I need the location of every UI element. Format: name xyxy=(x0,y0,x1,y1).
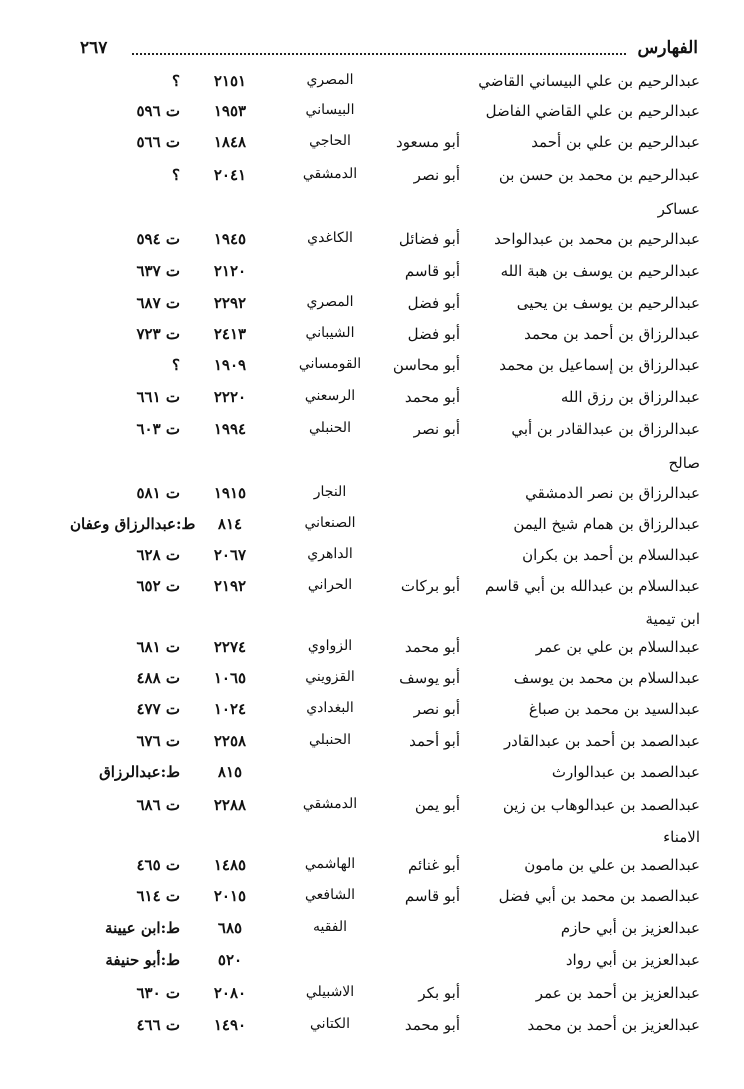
entry-number: ٢٠٨٠ xyxy=(213,984,247,1002)
index-entry xyxy=(60,414,700,444)
entry-number: ١٠٢٤ xyxy=(213,700,247,718)
page-title: الفهارس xyxy=(632,38,698,58)
index-entry xyxy=(60,850,700,880)
entry-name: عبدالسلام بن محمد بن يوسف xyxy=(513,669,700,687)
entry-kunya: أبو بكر xyxy=(418,984,460,1002)
entry-number: ٢١٩٢ xyxy=(213,577,247,595)
entry-date: ت ٧٢٣ xyxy=(136,325,180,343)
page-number: ٢٦٧ xyxy=(80,38,113,58)
entry-name: عبدالصمد بن عبدالوارث xyxy=(551,763,700,781)
index-entry xyxy=(60,350,700,380)
entry-name: عبدالرحيم بن علي البيساني القاضي xyxy=(478,72,700,90)
index-entry xyxy=(60,757,700,787)
entry-nisba: البيساني xyxy=(305,102,355,118)
entry-date: ت ٥٨١ xyxy=(136,484,180,502)
entry-nisba: القزويني xyxy=(305,669,355,685)
index-entry xyxy=(60,288,700,318)
entry-name: عبدالسيد بن محمد بن صباغ xyxy=(528,700,700,718)
entry-name: عبدالرزاق بن إسماعيل بن محمد xyxy=(499,356,700,374)
entry-number: ١٩٤٥ xyxy=(213,230,247,248)
entry-date: ت ٦٣٧ xyxy=(136,262,180,280)
entry-kunya: أبو يوسف xyxy=(399,669,460,687)
entry-date: ط:ابن عيينة xyxy=(105,919,180,937)
entry-name: عبدالصمد بن محمد بن أبي فضل xyxy=(498,887,700,905)
entry-number: ٢١٢٠ xyxy=(213,262,247,280)
entry-number: ١٩٠٩ xyxy=(213,356,247,374)
index-entry xyxy=(60,913,700,943)
entry-date: ط:عبدالرزاق وعفان xyxy=(70,515,196,533)
entry-name: عبدالرزاق بن عبدالقادر بن أبي xyxy=(511,420,700,438)
index-entry xyxy=(60,66,700,96)
entry-nisba: الكاغدي xyxy=(307,230,353,246)
entry-kunya: أبو غنائم xyxy=(408,856,460,874)
entry-date: ت ٤٦٦ xyxy=(136,1016,180,1034)
entry-date: ؟ xyxy=(172,166,180,184)
entry-continuation: صالح xyxy=(668,454,700,472)
index-entry xyxy=(60,978,700,1008)
entry-date: ت ٦٨٦ xyxy=(136,796,180,814)
entry-nisba: المصري xyxy=(306,72,354,88)
entry-nisba: الاشبيلي xyxy=(305,984,355,1000)
index-entry xyxy=(60,694,700,724)
index-entry xyxy=(60,790,700,820)
entry-continuation: الامناء xyxy=(663,828,700,846)
entry-number: ٢٢٥٨ xyxy=(213,732,247,750)
entry-number: ١٩٩٤ xyxy=(213,420,247,438)
entry-nisba: الحاجي xyxy=(309,133,351,149)
header-dot-leader xyxy=(132,53,626,55)
entry-nisba: الكتاني xyxy=(310,1016,350,1032)
entry-continuation: عساكر xyxy=(657,200,700,218)
entry-nisba: المصري xyxy=(306,294,354,310)
entry-name: عبدالرزاق بن نصر الدمشقي xyxy=(525,484,700,502)
entry-number: ٢٢٩٢ xyxy=(213,294,247,312)
entry-nisba: الشيباني xyxy=(305,325,355,341)
entry-date: ت ٦٨١ xyxy=(136,638,180,656)
index-entry xyxy=(60,96,700,126)
entry-nisba: الدمشقي xyxy=(302,796,358,812)
entry-name: عبدالسلام بن أحمد بن بكران xyxy=(522,546,700,564)
index-list xyxy=(60,66,700,1066)
index-entry xyxy=(60,726,700,756)
entry-nisba: الحراني xyxy=(307,577,353,593)
entry-continuation: ابن تيمية xyxy=(645,610,700,628)
entry-kunya: أبو محاسن xyxy=(392,356,460,374)
entry-name: عبدالصمد بن علي بن مامون xyxy=(524,856,700,874)
entry-number: ٢٠٦٧ xyxy=(213,546,247,564)
index-entry xyxy=(60,881,700,911)
entry-kunya: أبو نصر xyxy=(413,166,460,184)
entry-number: ٢٤١٣ xyxy=(213,325,247,343)
entry-name: عبدالرحيم بن يوسف بن يحيى xyxy=(516,294,700,312)
entry-number: ٨١٥ xyxy=(217,763,243,781)
entry-name: عبدالرحيم بن علي بن أحمد xyxy=(531,133,700,151)
entry-name: عبدالسلام بن عبدالله بن أبي قاسم xyxy=(485,577,700,595)
index-entry xyxy=(60,1010,700,1040)
entry-nisba: الرسعني xyxy=(304,388,356,404)
entry-kunya: أبو محمد xyxy=(404,638,460,656)
index-entry xyxy=(60,509,700,539)
entry-kunya: أبو نصر xyxy=(413,700,460,718)
index-entry xyxy=(60,571,700,601)
entry-name: عبدالصمد بن عبدالوهاب بن زين xyxy=(502,796,700,814)
entry-number: ٢٠١٥ xyxy=(213,887,247,905)
entry-date: ؟ xyxy=(172,356,180,374)
entry-name: عبدالرزاق بن رزق الله xyxy=(560,388,700,406)
entry-nisba: الحنبلي xyxy=(309,420,351,436)
entry-name: عبدالرحيم بن محمد بن عبدالواحد xyxy=(494,230,700,248)
entry-date: ت ٦٦١ xyxy=(136,388,180,406)
entry-date: ت ٥٩٦ xyxy=(136,102,180,120)
index-entry xyxy=(60,663,700,693)
entry-name: عبدالرزاق بن أحمد بن محمد xyxy=(524,325,700,343)
entry-name: عبدالعزيز بن أحمد بن عمر xyxy=(535,984,700,1002)
entry-date: ت ٦٠٣ xyxy=(136,420,180,438)
page-header xyxy=(80,38,698,64)
entry-date: ت ٥٩٤ xyxy=(136,230,180,248)
entry-date: ط:أبو حنيفة xyxy=(105,951,180,969)
entry-name: عبدالرحيم بن محمد بن حسن بن xyxy=(498,166,700,184)
entry-kunya: أبو يمن xyxy=(414,796,460,814)
entry-nisba: الهاشمي xyxy=(304,856,356,872)
index-entry xyxy=(60,127,700,157)
entry-number: ٢٠٤١ xyxy=(213,166,247,184)
entry-name: عبدالرزاق بن همام شيخ اليمن xyxy=(513,515,700,533)
entry-date: ت ٦١٤ xyxy=(136,887,180,905)
entry-number: ٨١٤ xyxy=(217,515,243,533)
entry-number: ٥٢٠ xyxy=(217,951,243,969)
entry-name: عبدالعزيز بن أبي حازم xyxy=(560,919,700,937)
entry-kunya: أبو محمد xyxy=(404,1016,460,1034)
entry-number: ١٩٥٣ xyxy=(213,102,247,120)
entry-date: ت ٦٣٠ xyxy=(136,984,180,1002)
entry-kunya: أبو فضائل xyxy=(398,230,460,248)
entry-nisba: الشافعي xyxy=(304,887,356,903)
index-entry xyxy=(60,256,700,286)
entry-kunya: أبو مسعود xyxy=(396,133,460,151)
entry-nisba: الفقيه xyxy=(312,919,348,935)
entry-nisba: الداهري xyxy=(307,546,353,562)
entry-number: ١٩١٥ xyxy=(213,484,247,502)
entry-nisba: الحنبلي xyxy=(309,732,351,748)
entry-name: عبدالعزيز بن أحمد بن محمد xyxy=(527,1016,700,1034)
entry-kunya: أبو نصر xyxy=(413,420,460,438)
entry-kunya: أبو قاسم xyxy=(404,262,460,280)
entry-number: ١٨٤٨ xyxy=(213,133,247,151)
entry-name: عبدالصمد بن أحمد بن عبدالقادر xyxy=(503,732,700,750)
entry-date: ت ٦٧٦ xyxy=(136,732,180,750)
entry-kunya: أبو قاسم xyxy=(404,887,460,905)
entry-nisba: النجار xyxy=(313,484,347,500)
entry-date: ؟ xyxy=(172,72,180,90)
entry-date: ت ٥٦٦ xyxy=(136,133,180,151)
entry-date: ت ٦٥٢ xyxy=(136,577,180,595)
entry-date: ت ٤٦٥ xyxy=(136,856,180,874)
entry-number: ٢٢٢٠ xyxy=(213,388,247,406)
entry-name: عبدالسلام بن علي بن عمر xyxy=(535,638,700,656)
entry-name: عبدالرحيم بن علي القاضي الفاضل xyxy=(485,102,700,120)
index-entry xyxy=(60,224,700,254)
entry-date: ت ٦٢٨ xyxy=(136,546,180,564)
entry-number: ١٤٨٥ xyxy=(213,856,247,874)
entry-nisba: الصنعاني xyxy=(304,515,356,531)
entry-kunya: أبو أحمد xyxy=(409,732,460,750)
entry-kunya: أبو محمد xyxy=(404,388,460,406)
index-entry xyxy=(60,160,700,190)
entry-number: ٢١٥١ xyxy=(213,72,247,90)
entry-nisba: الزواوي xyxy=(307,638,353,654)
entry-date: ط:عبدالرزاق xyxy=(99,763,180,781)
entry-name: عبدالعزيز بن أبي رواد xyxy=(565,951,700,969)
entry-kunya: أبو فضل xyxy=(407,294,460,312)
index-entry xyxy=(60,632,700,662)
entry-kunya: أبو فضل xyxy=(407,325,460,343)
index-entry xyxy=(60,319,700,349)
entry-kunya: أبو بركات xyxy=(400,577,460,595)
entry-number: ١٠٦٥ xyxy=(213,669,247,687)
entry-nisba: البغدادي xyxy=(306,700,354,716)
entry-date: ت ٦٨٧ xyxy=(136,294,180,312)
index-entry xyxy=(60,478,700,508)
entry-number: ٦٨٥ xyxy=(217,919,243,937)
entry-date: ت ٤٧٧ xyxy=(136,700,180,718)
entry-nisba: الدمشقي xyxy=(302,166,358,182)
entry-name: عبدالرحيم بن يوسف بن هبة الله xyxy=(500,262,700,280)
entry-number: ٢٢٨٨ xyxy=(213,796,247,814)
index-entry xyxy=(60,382,700,412)
entry-number: ٢٢٧٤ xyxy=(213,638,247,656)
entry-date: ت ٤٨٨ xyxy=(136,669,180,687)
entry-number: ١٤٩٠ xyxy=(213,1016,247,1034)
index-entry xyxy=(60,945,700,975)
entry-nisba: القومساني xyxy=(298,356,362,372)
index-entry xyxy=(60,540,700,570)
